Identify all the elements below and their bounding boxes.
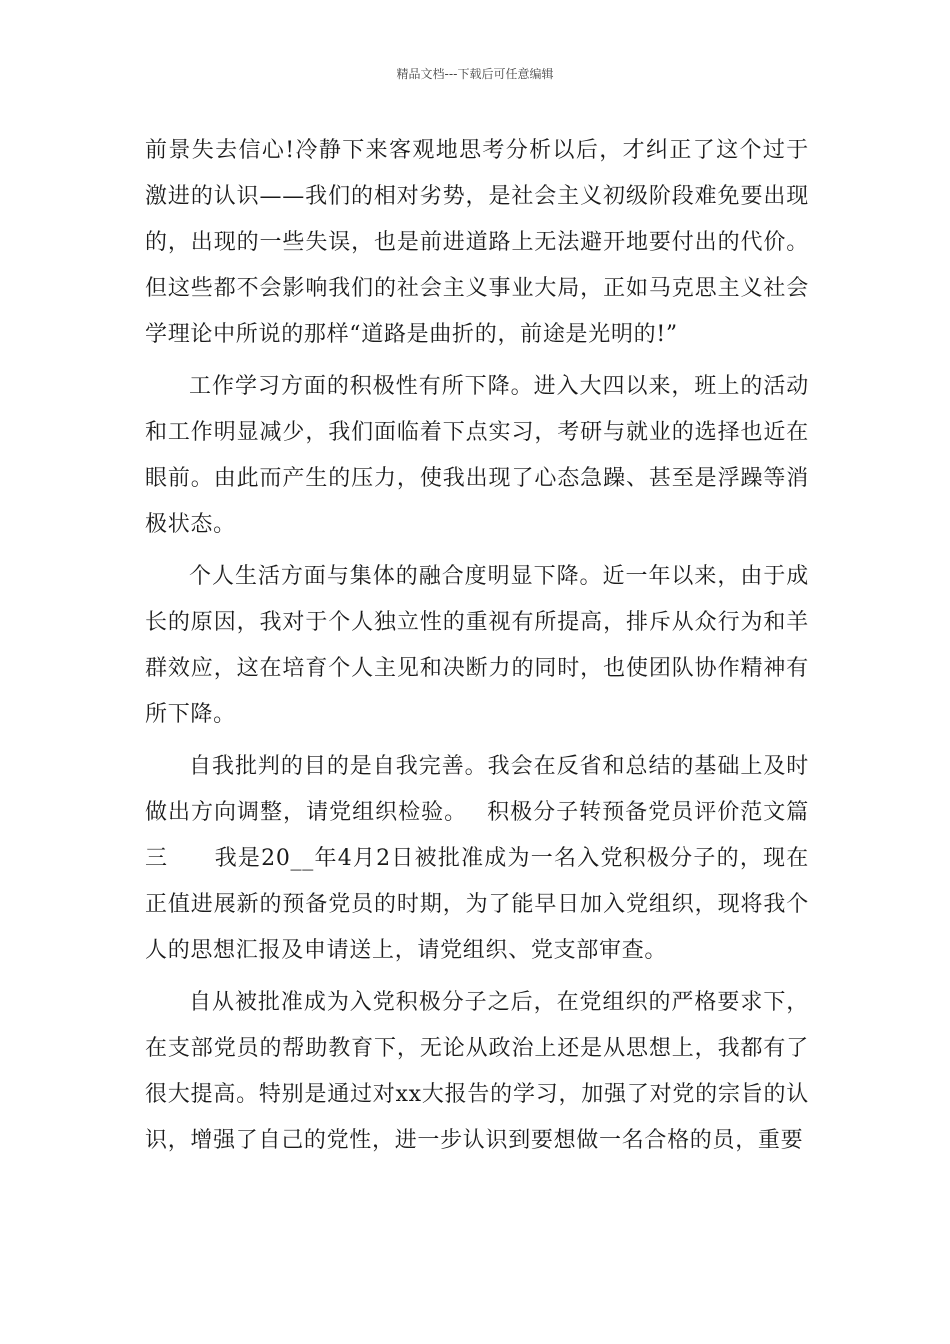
paragraph-4: 自我批判的目的是自我完善。我会在反省和总结的基础上及时做出方向调整，请党组织检验。 积极分子转预备党员评价范文篇三 我是20__年4月2日被批准成为一名入党积极分子的，现在正值进展新的预备党员的时期，为了能早日加入党组织，现将我个人的思想汇报及申请送上，请党组织、党支部审查。 <box>145 754 809 963</box>
paragraph-3: 个人生活方面与集体的融合度明显下降。近一年以来，由于成长的原因，我对于个人独立性的重视有所提高，排斥从众行为和羊群效应，这在培育个人主见和决断力的同时，也使团队协作精神有所下降。 <box>145 564 809 727</box>
document-body <box>145 128 809 1164</box>
paragraph-1: 前景失去信心!冷静下来客观地思考分析以后，才纠正了这个过于激进的认识——我们的相对劣势，是社会主义初级阶段难免要出现的，出现的一些失误，也是前进道路上无法避开地要付出的代价。但这些都不会影响我们的社会主义事业大局，正如马克思主义社会学理论中所说的那样“道路是曲折的，前途是光明的!” <box>145 138 809 347</box>
paragraph-2: 工作学习方面的积极性有所下降。进入大四以来，班上的活动和工作明显减少，我们面临着下点实习，考研与就业的选择也近在眼前。由此而产生的压力，使我出现了心态急躁、甚至是浮躁等消极状态。 <box>145 374 809 537</box>
page-header: 精品文档---下载后可任意编辑 <box>396 67 554 81</box>
paragraph-5: 自从被批准成为入党积极分子之后，在党组织的严格要求下，在支部党员的帮助教育下，无论从政治上还是从思想上，我都有了很大提高。特别是通过对xx大报告的学习，加强了对党的宗旨的认识，增强了自己的党性，进一步认识到要想做一名合格的员，重要 <box>145 990 809 1153</box>
